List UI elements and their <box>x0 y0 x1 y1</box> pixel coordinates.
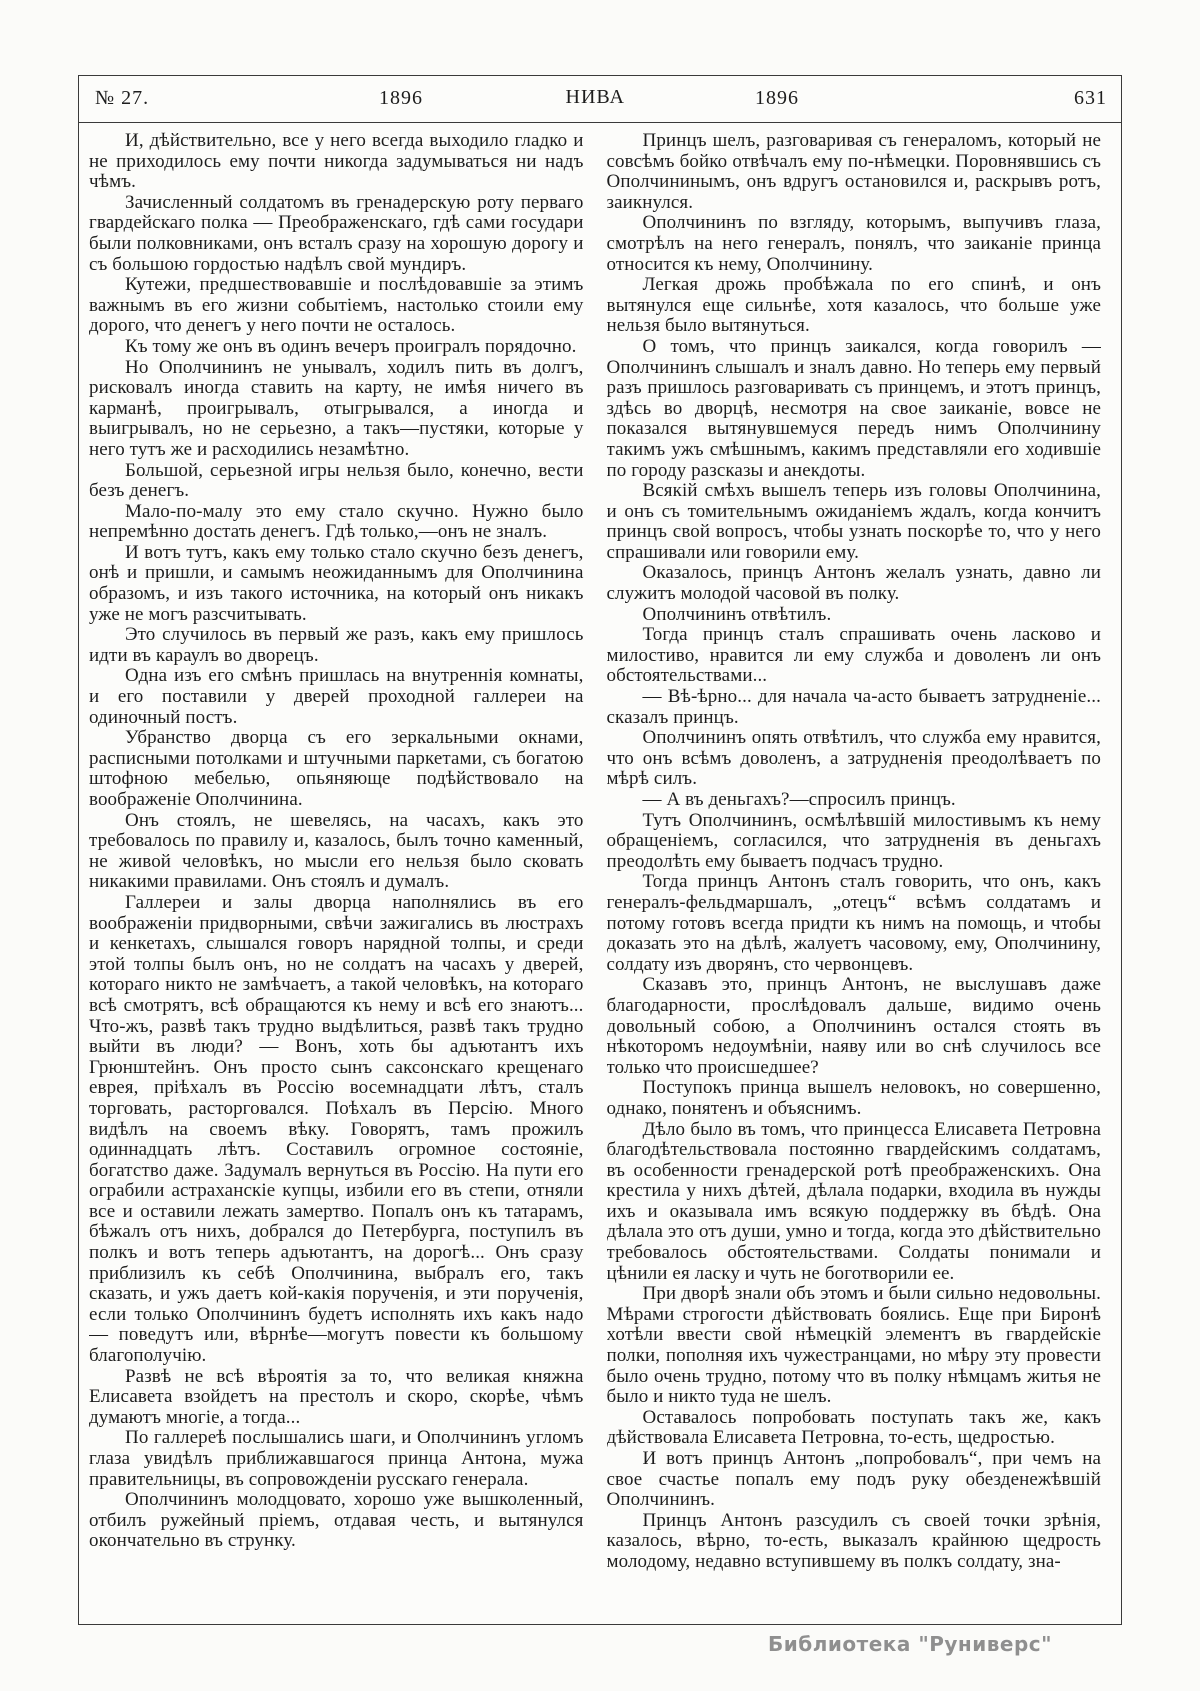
paragraph: По галлереѣ послышались шаги, и Ополчининъ угломъ глаза увидѣлъ приближавшагося принца Антона, мужа правительницы, въ сопровожденіи русскаго генерала. <box>89 1427 584 1490</box>
paragraph: Поступокъ принца вышелъ неловокъ, но совершенно, однако, понятенъ и объяснимъ. <box>606 1077 1101 1119</box>
column-left <box>89 131 584 1624</box>
page-number: 631 <box>1074 87 1107 109</box>
paragraph: Тутъ Ополчининъ, осмѣлѣвшій милостивымъ къ нему обращеніемъ, согласился, что затрудненія въ деньгахъ преодолѣть ему бываетъ подчасъ трудно. <box>606 809 1101 872</box>
paragraph: Зачисленный солдатомъ въ гренадерскую роту перваго гвардейскаго полка — Преображенскаго, гдѣ сами государи были полковниками, онъ всталъ сразу на хорошую дорогу и съ большою гордостью надѣлъ свой мундиръ. <box>89 191 584 275</box>
page-frame <box>78 75 1122 1625</box>
year-left: 1896 <box>379 87 423 109</box>
paragraph: О томъ, что принцъ заикался, когда говорилъ — Ополчининъ слышалъ и зналъ давно. Но теперь ему первый разъ пришлось разговаривать съ принцемъ, и этотъ принцъ, здѣсь во дворцѣ, несмотря на свое заиканіе, вовсе не показался вытянувшемуся передъ нимъ Ополчинину такимъ ужъ смѣшнымъ, какимъ представляли его ходившіе по городу разсказы и анекдоты. <box>606 335 1101 481</box>
paragraph: И, дѣйствительно, все у него всегда выходило гладко и не приходилось ему почти никогда задумываться ни надъ чѣмъ. <box>89 131 584 193</box>
paragraph: Легкая дрожь пробѣжала по его спинѣ, и онъ вытянулся еще сильнѣе, хотя казалось, что больше уже нельзя было вытянуться. <box>606 274 1101 337</box>
paragraph: Кутежи, предшествовавшіе и послѣдовавшіе за этимъ важнымъ въ его жизни событіемъ, настолько стоили ему дорого, что денегъ у него почти не осталось. <box>89 274 584 337</box>
paragraph: — Вѣ-ѣрно... для начала ча-асто бываетъ затрудненіе... сказалъ принцъ. <box>606 686 1101 728</box>
masthead-title: НИВА <box>565 86 625 108</box>
paragraph: Ополчининъ отвѣтилъ. <box>642 603 832 625</box>
paragraph: Оставалось попробовать поступать такъ же, какъ дѣйствовала Елисавета Петровна, то-есть, щедростью. <box>606 1406 1101 1449</box>
paragraph: И вотъ тутъ, какъ ему только стало скучно безъ денегъ, онѣ и пришли, и самымъ неожиданнымъ для Ополчинина образомъ, и изъ такого источника, на который онъ никакъ уже не могъ разсчитывать. <box>89 541 584 625</box>
paragraph: Ополчининъ молодцовато, хорошо уже вышколенный, отбилъ ружейный пріемъ, отдавая честь, и вытянулся окончательно въ струнку. <box>89 1489 584 1552</box>
paragraph: Мало-по-малу это ему стало скучно. Нужно было непремѣнно достать денегъ. Гдѣ только,—онъ не зналъ. <box>89 500 584 543</box>
paragraph: Ополчининъ по взгляду, которымъ, выпучивъ глаза, смотрѣлъ на него генералъ, понялъ, что заиканіе принца относится къ нему, Ополчинину. <box>606 212 1101 275</box>
paragraph: Всякій смѣхъ вышелъ теперь изъ головы Ополчинина, и онъ съ томительнымъ ожиданіемъ ждалъ, когда кончитъ принцъ свой вопросъ, чтобы узнать поскорѣе то, что у него спрашивали или говорили ему. <box>606 480 1101 563</box>
paragraph: Тогда принцъ сталъ спрашивать очень ласково и милостиво, нравится ли ему служба и доволенъ ли онъ обстоятельствами... <box>606 624 1101 687</box>
paragraph: Галлереи и залы дворца наполнялись въ его воображеніи придворными, свѣчи зажигались въ люстрахъ и кенкетахъ, слышался говоръ нарядной толпы, и среди этой толпы былъ онъ, но не солдатъ на часахъ у дверей, котораго никто не замѣчаетъ, а такой человѣкъ, на котораго всѣ смотрятъ, всѣ обращаются къ нему и всѣ его знаютъ... Что-жъ, развѣ такъ трудно выдѣлиться, развѣ такъ трудно выйти въ люди? — Вонъ, хоть бы адъютантъ ихъ Грюнштейнъ. Онъ просто сынъ саксонскаго крещенаго еврея, пріѣхалъ въ Россію восемнадцати лѣтъ, сталъ торговать, расторговался. Поѣхалъ въ Персію. Много видѣлъ на своемъ вѣку. Говорятъ, тамъ прожилъ одиннадцать лѣтъ. Составилъ огромное состояніе, богатство даже. Задумалъ вернуться въ Россію. На пути его ограбили астраханскіе купцы, избили его въ степи, отняли все и оставили лежать замертво. Попалъ онъ къ татарамъ, бѣжалъ отъ нихъ, добрался до Петербурга, поступилъ въ полкъ и вотъ теперь адъютантъ, на дорогѣ... Онъ сразу приблизилъ къ себѣ Ополчинина, выбралъ его, такъ сказать, и ужъ даетъ кой-какія порученія, и эти порученія, если только Ополчининъ будетъ исполнять ихъ какъ надо — поведутъ или, вѣрнѣе—могутъ повести къ большому благополучію. <box>89 891 584 1367</box>
paragraph: Большой, серьезной игры нельзя было, конечно, вести безъ денегъ. <box>89 459 584 502</box>
library-watermark: Библиотека "Руниверс" <box>768 1632 1053 1656</box>
paragraph: Сказавъ это, принцъ Антонъ, не выслушавъ даже благодарности, прослѣдовалъ дальше, видимо очень довольный собою, а Ополчининъ остался стоять въ нѣкоторомъ недоумѣніи, наяву или во снѣ случилось все только что происшедшее? <box>606 974 1101 1078</box>
paragraph: Убранство дворца съ его зеркальными окнами, расписными потолками и штучными паркетами, съ богатою штофною мебелью, опьяняюще подѣйствовало на воображеніе Ополчинина. <box>89 727 584 810</box>
issue-number: № 27. <box>95 87 150 109</box>
paragraph: Принцъ Антонъ разсудилъ съ своей точки зрѣнія, казалось, вѣрно, то-есть, выказалъ крайнюю щедрость молодому, недавно вступившему въ полкъ солдату, зна- <box>606 1509 1101 1572</box>
paragraph: При дворѣ знали объ этомъ и были сильно недовольны. Мѣрами строгости дѣйствовать боялись. Еще при Биронѣ хотѣли ввести свой нѣмецкій элементъ въ гвардейскіе полки, пополняя ихъ чужестранцами, но мѣру эту провести было очень трудно, потому что въ полку нѣмцамъ житья не было и никто туда не шелъ. <box>606 1283 1101 1408</box>
paragraph: Къ тому же онъ въ одинъ вечеръ проигралъ порядочно. <box>125 335 577 357</box>
paragraph: — А въ деньгахъ?—спросилъ принцъ. <box>642 789 956 810</box>
text-columns <box>79 123 1121 1624</box>
paragraph: И вотъ принцъ Антонъ „попробовалъ“, при чемъ на свое счастье попалъ ему подъ руку обезденежѣвшій Ополчининъ. <box>606 1448 1101 1511</box>
paragraph: Оказалось, принцъ Антонъ желалъ узнать, давно ли служитъ молодой часовой въ полку. <box>606 562 1101 605</box>
paragraph: Но Ополчининъ не унывалъ, ходилъ пить въ долгъ, рисковалъ иногда ставить на карту, не имѣя ничего въ карманѣ, проигрывалъ, отыгрывался, а иногда и выигрывалъ, но не серьезно, а такъ—пустяки, которые у него тутъ же и расходились незамѣтно. <box>89 356 584 460</box>
column-right <box>607 131 1102 1624</box>
paragraph: Ополчининъ опять отвѣтилъ, что служба ему нравится, что онъ всѣмъ доволенъ, а затрудненія преодолѣваетъ по мѣрѣ силъ. <box>606 727 1101 790</box>
paragraph: Принцъ шелъ, разговаривая съ генераломъ, который не совсѣмъ бойко отвѣчалъ ему по-нѣмецки. Поровнявшись съ Ополчининымъ, онъ вдругъ остановился и, раскрывъ ротъ, заикнулся. <box>606 131 1101 213</box>
paragraph: Тогда принцъ Антонъ сталъ говорить, что онъ, какъ генералъ-фельдмаршалъ, „отецъ“ всѣмъ солдатамъ и потому готовъ всегда придти къ нимъ на помощь, и чтобы доказать это на дѣлѣ, жалуетъ часовому, ему, Ополчинину, солдату изъ дворянъ, сто червонцевъ. <box>606 871 1101 975</box>
year-right: 1896 <box>755 87 799 109</box>
paragraph: Дѣло было въ томъ, что принцесса Елисавета Петровна благодѣтельствовала постоянно гвардейскимъ солдатамъ, въ особенности гренадерской ротѣ преображенскихъ. Она крестила у нихъ дѣтей, дѣлала подарки, входила въ нужды ихъ и оказывала имъ всякую поддержку въ бѣдѣ. Она дѣлала это отъ души, умно и тогда, когда это дѣйствительно требовалось обстоятельствами. Солдаты понимали и цѣнили ея ласку и чуть не боготворили ее. <box>606 1118 1101 1284</box>
paragraph: Это случилось въ первый же разъ, какъ ему пришлось идти въ караулъ во дворецъ. <box>89 624 584 666</box>
page-header <box>79 76 1121 123</box>
paragraph: Развѣ не всѣ вѣроятія за то, что великая княжна Елисавета взойдетъ на престолъ и скоро, скорѣе, чѣмъ думаютъ многіе, а тогда... <box>89 1365 584 1428</box>
paragraph: Одна изъ его смѣнъ пришлась на внутреннія комнаты, и его поставили у дверей проходной галлереи на одиночный постъ. <box>89 665 584 728</box>
paragraph: Онъ стоялъ, не шевелясь, на часахъ, какъ это требовалось по правилу и, казалось, былъ точно каменный, не живой человѣкъ, но мысли его нельзя было сковать никакими правилами. Онъ стоялъ и думалъ. <box>89 809 584 893</box>
